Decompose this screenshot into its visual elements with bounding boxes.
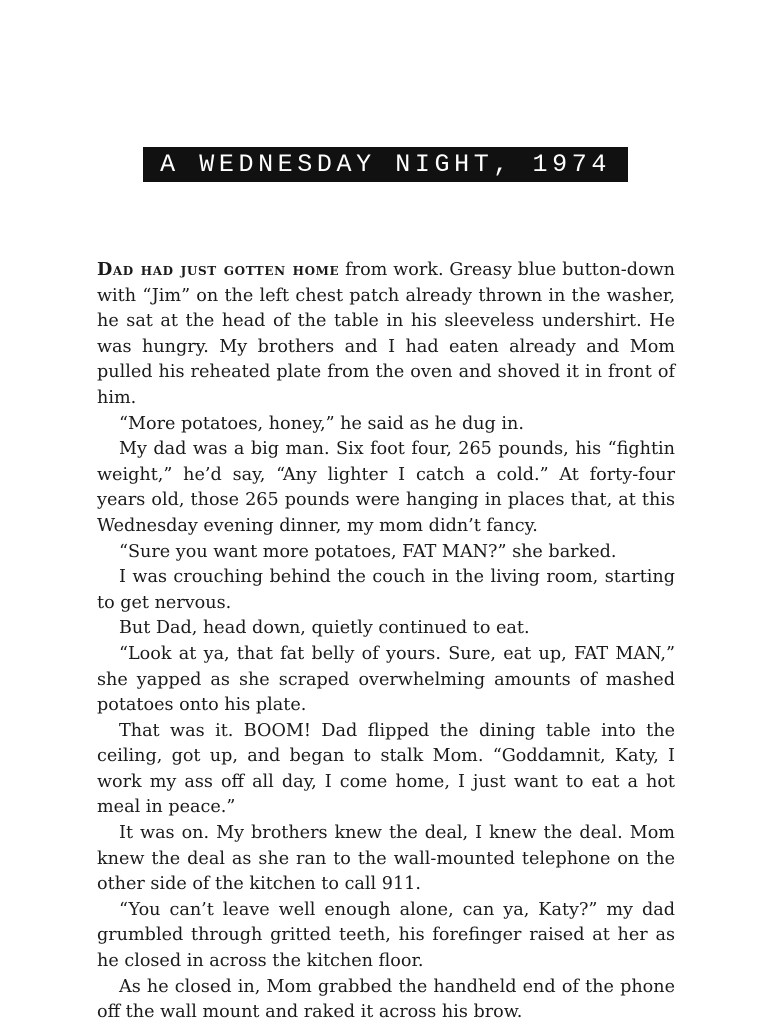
paragraph-5: I was crouching behind the couch in the living room, starting to get nervous. <box>97 567 675 613</box>
paragraph-1 <box>97 257 675 412</box>
paragraph-3: My dad was a big man. Six foot four, 265 pounds, his “fightin weight,” he’d say, “Any lighter I catch a cold.” At forty-four years old, those 265 pounds were hanging in places that, at this Wednesday evening dinner, my mom didn’t fancy. <box>97 439 675 536</box>
paragraph-8: That was it. BOOM! Dad flipped the dining table into the ceiling, got up, and began to stalk Mom. “Goddamnit, Katy, I work my ass off all day, I come home, I just want to eat a hot meal in peace.” <box>97 720 675 818</box>
chapter-banner <box>143 147 628 182</box>
paragraph-1-text: from work. Greasy blue button-down with “Jim” on the left chest patch already thrown in the washer, he sat at the head of the table in his sleeveless undershirt. He was hungry. My brothers and I had eaten already and Mom pulled his reheated plate from the oven and shoved it in front of him. <box>97 260 675 408</box>
paragraph-9: It was on. My brothers knew the deal, I knew the deal. Mom knew the deal as she ran to the wall-mounted telephone on the other side of the kitchen to call 911. <box>97 823 675 895</box>
chapter-title: A WEDNESDAY NIGHT, 1974 <box>160 150 611 179</box>
lead-in-small-caps: Dad had just gotten home <box>97 259 340 280</box>
paragraph-2: “More potatoes, honey,” he said as he dug in. <box>119 413 524 434</box>
paragraph-11: As he closed in, Mom grabbed the handheld end of the phone off the wall mount and raked it across his brow. <box>97 976 675 1023</box>
paragraph-4: “Sure you want more potatoes, FAT MAN?” she barked. <box>119 541 617 562</box>
body-text <box>97 257 675 1026</box>
paragraph-7: “Look at ya, that fat belly of yours. Sure, eat up, FAT MAN,” she yapped as she scraped overwhelming amounts of mashed potatoes onto his plate. <box>97 643 675 716</box>
paragraph-6: But Dad, head down, quietly continued to eat. <box>119 618 530 639</box>
paragraph-10: “You can’t leave well enough alone, can ya, Katy?” my dad grumbled through gritted teeth, his forefinger raised at her as he closed in across the kitchen floor. <box>97 899 675 972</box>
